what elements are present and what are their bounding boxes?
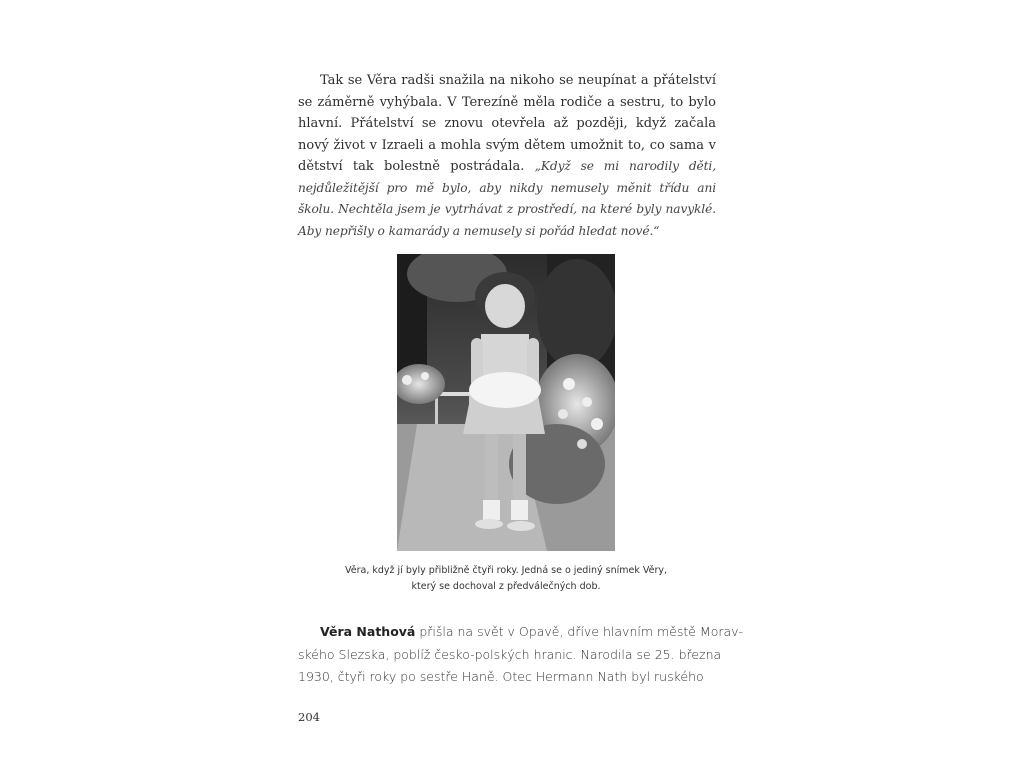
caption-line-1: Věra, když jí byly přibližně čtyři roky. Jedná se o jediný snímek Věry, bbox=[344, 565, 668, 576]
paragraph-1-quote: „Když se mi narodily děti, nejdůležitější pro mě bylo, aby nikdy nemusely měnit třídu ani školu. Nechtěla jsem je vytrhávat z prostředí, na které byly navyklé. Aby nepřišly o kamarády a nemusely si pořád hledat nové.“ bbox=[298, 159, 717, 238]
page-number: 204 bbox=[298, 710, 320, 724]
photo-caption bbox=[328, 563, 684, 595]
paragraph-2-line-1 bbox=[298, 621, 744, 644]
paragraph-2-line-2: ského Slezska, poblíž česko-polských hranic. Narodila se 25. března bbox=[298, 646, 722, 662]
body-paragraph-2 bbox=[298, 621, 744, 689]
caption-line-2: který se dochoval z předválečných dob. bbox=[411, 581, 601, 592]
paragraph-1-text: Tak se Věra radši snažila na nikoho se neupínat a přátelství se záměrně vyhýbala. V Terezíně měla rodiče a sestru, to bylo hlavní. Přátelství se znovu otevřela až později, když začala nový život v Izraeli a mohla svým dětem umožnit to, co sama v dětství tak bolestně postrádala. bbox=[298, 73, 716, 174]
body-paragraph-1 bbox=[298, 70, 716, 242]
childhood-photo bbox=[397, 254, 615, 551]
person-name: Věra Nathová bbox=[320, 624, 416, 639]
paragraph-2-line-3: 1930, čtyři roky po sestře Haně. Otec Hermann Nath byl ruského bbox=[298, 669, 704, 684]
paragraph-2-line-1-text: přišla na svět v Opavě, dříve hlavním městě Morav- bbox=[415, 624, 744, 639]
